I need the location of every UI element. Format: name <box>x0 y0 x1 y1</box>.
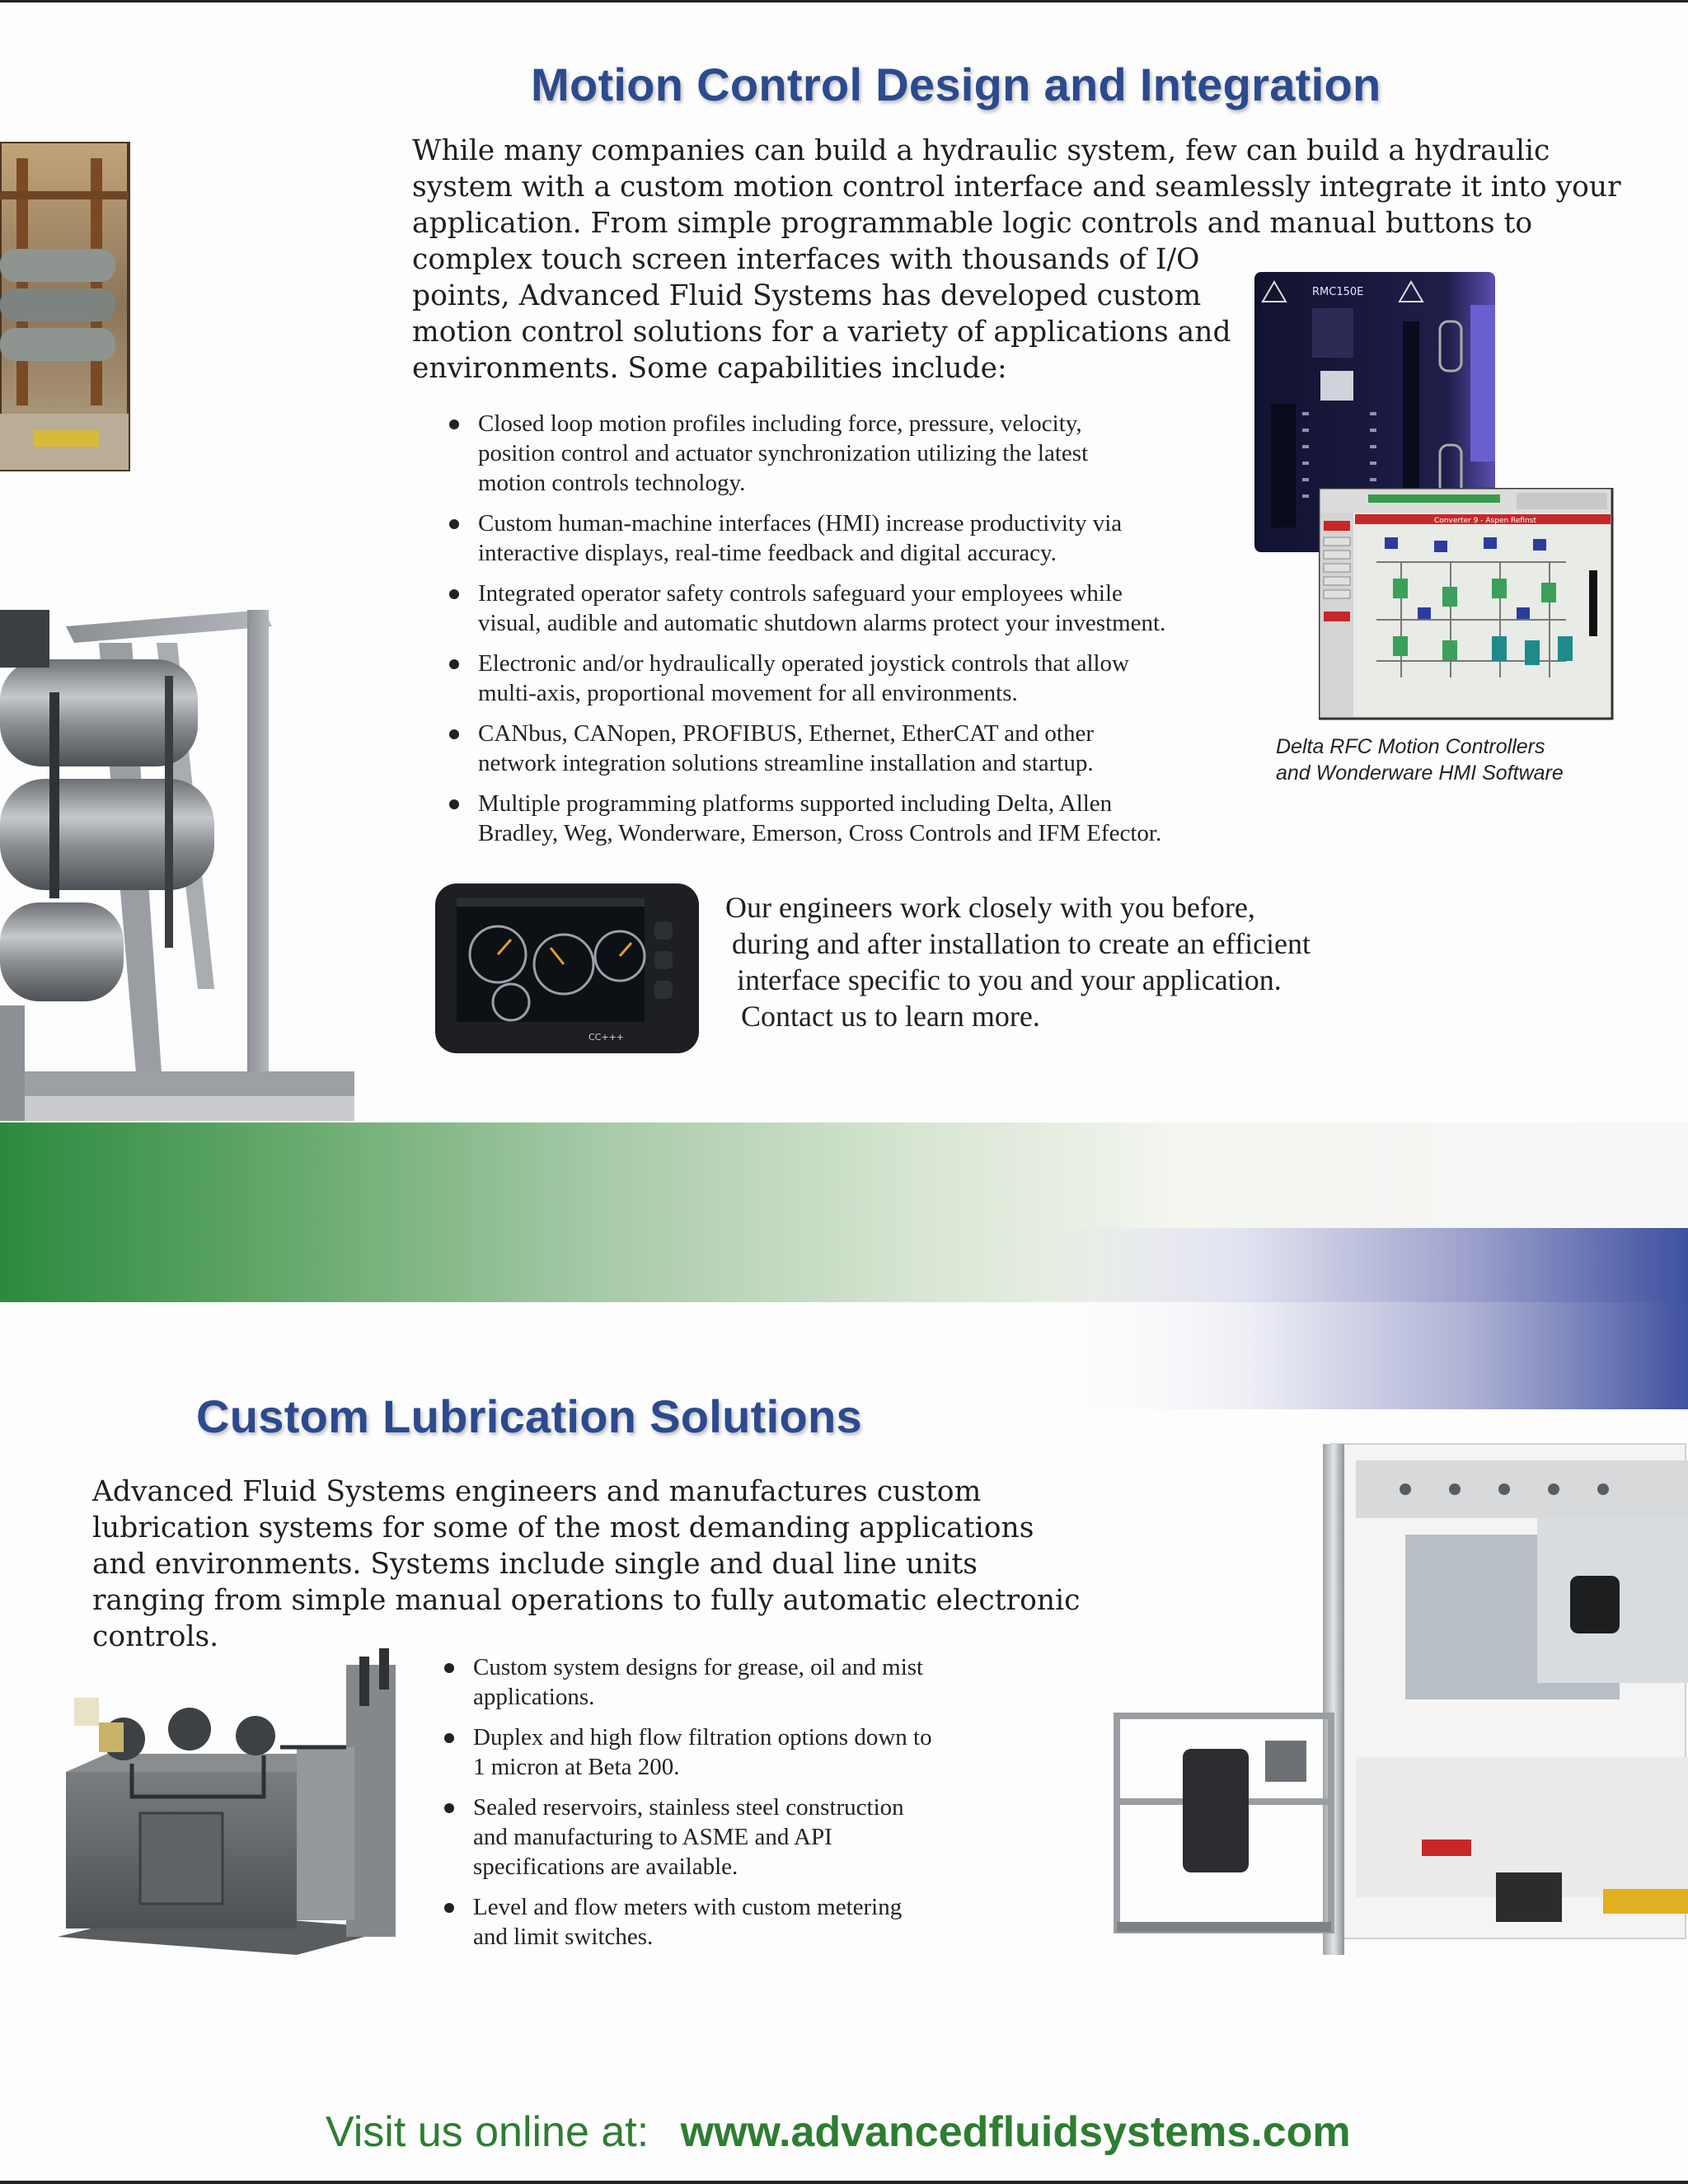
list-item <box>442 649 1165 708</box>
intro-line: application. From simple programmable logic controls and manual buttons to <box>412 207 1533 240</box>
display-logo: CC+++ <box>588 1032 625 1043</box>
controller-image-caption <box>1276 733 1564 786</box>
intro-line: system with a custom motion control interface and seamlessly integrate it into your <box>412 171 1621 204</box>
controller-model-label: RMC150E <box>1312 286 1364 298</box>
lubrication-unit-photo <box>49 1648 412 1961</box>
warehouse-photo <box>0 142 132 473</box>
top-rule <box>0 0 1688 2</box>
engineers-callout <box>725 889 1311 1034</box>
bullet-line: Multiple programming platforms supported including Delta, Allen <box>478 790 1113 817</box>
website-footer <box>326 2107 1351 2157</box>
intro-line: While many companies can build a hydraulic system, few can build a hydraulic <box>412 134 1550 167</box>
bullet-line: multi-axis, proportional movement for all environments. <box>478 680 1018 706</box>
bullet-line: interactive displays, real-time feedback and digital accuracy. <box>478 540 1057 566</box>
list-item <box>437 1793 932 1882</box>
bullet-line: CANbus, CANopen, PROFIBUS, Ethernet, EtherCAT and other <box>478 720 1094 747</box>
hmi-software-screenshot <box>1319 488 1614 720</box>
cylinder-rig-photo <box>0 577 354 1121</box>
caption-line: Delta RFC Motion Controllers <box>1276 735 1545 758</box>
list-item <box>442 789 1165 848</box>
list-item <box>442 579 1165 638</box>
bullet-line: Level and flow meters with custom metering <box>473 1894 903 1920</box>
intro-line: environments. Some capabilities include: <box>412 352 1007 385</box>
blue-band-fade <box>1055 1302 1688 1409</box>
intro-line: points, Advanced Fluid Systems has developed custom <box>412 279 1202 312</box>
intro-line: lubrication systems for some of the most demanding applications <box>92 1511 1034 1544</box>
cross-controls-display-image <box>432 880 704 1058</box>
list-item <box>437 1892 932 1952</box>
callout-line: during and after installation to create an efficient <box>732 927 1311 960</box>
bullet-line: Closed loop motion profiles including force, pressure, velocity, <box>478 410 1082 437</box>
bullet-line: motion controls technology. <box>478 470 746 496</box>
bullet-line: Electronic and/or hydraulically operated joystick controls that allow <box>478 650 1129 677</box>
bucket-truck-photo <box>1109 1411 1688 1955</box>
section-title-lubrication: Custom Lubrication Solutions <box>196 1390 862 1442</box>
bullet-line: 1 micron at Beta 200. <box>473 1754 680 1780</box>
intro-line: and environments. Systems include single and dual line units <box>92 1548 978 1581</box>
bullet-line: network integration solutions streamline installation and startup. <box>478 750 1094 776</box>
lubrication-intro-paragraph <box>92 1474 1080 1655</box>
bullet-line: visual, audible and automatic shutdown alarms protect your investment. <box>478 610 1166 636</box>
callout-line: Our engineers work closely with you before, <box>725 891 1255 924</box>
intro-line: motion control solutions for a variety of applications and <box>412 316 1231 349</box>
bottom-rule <box>0 2181 1688 2184</box>
lubrication-features-list <box>437 1652 932 1962</box>
bullet-line: and limit switches. <box>473 1924 654 1950</box>
callout-line: Contact us to learn more. <box>741 1000 1040 1033</box>
intro-line: Advanced Fluid Systems engineers and manufactures custom <box>92 1475 982 1508</box>
bullet-line: specifications are available. <box>473 1854 738 1880</box>
list-item <box>437 1652 932 1712</box>
bullet-line: Duplex and high flow filtration options down to <box>473 1724 932 1750</box>
intro-line: ranging from simple manual operations to fully automatic electronic <box>92 1584 1081 1617</box>
bullet-line: applications. <box>473 1684 595 1710</box>
list-item <box>442 509 1165 568</box>
list-item <box>442 719 1165 778</box>
website-link[interactable]: www.advancedfluidsystems.com <box>680 2108 1351 2156</box>
intro-line: complex touch screen interfaces with thousands of I/O <box>412 243 1200 276</box>
bullet-line: Custom human-machine interfaces (HMI) increase productivity via <box>478 510 1123 537</box>
intro-line: controls. <box>92 1620 219 1653</box>
list-item <box>437 1722 932 1782</box>
motion-capabilities-list <box>442 409 1165 859</box>
callout-line: interface specific to you and your application. <box>737 963 1282 996</box>
bullet-line: position control and actuator synchronization utilizing the latest <box>478 440 1089 466</box>
bullet-line: Integrated operator safety controls safeguard your employees while <box>478 580 1123 607</box>
list-item <box>442 409 1165 498</box>
bullet-line: and manufacturing to ASME and API <box>473 1824 832 1850</box>
section-title-motion-control: Motion Control Design and Integration <box>531 59 1381 110</box>
bullet-line: Custom system designs for grease, oil and mist <box>473 1654 924 1680</box>
bullet-line: Bradley, Weg, Wonderware, Emerson, Cross Controls and IFM Efector. <box>478 820 1162 846</box>
hmi-title: Converter 9 - Aspen Refinst <box>1434 517 1537 525</box>
caption-line: and Wonderware HMI Software <box>1276 762 1564 785</box>
footer-label: Visit us online at: <box>326 2108 649 2156</box>
bullet-line: Sealed reservoirs, stainless steel construction <box>473 1794 904 1821</box>
